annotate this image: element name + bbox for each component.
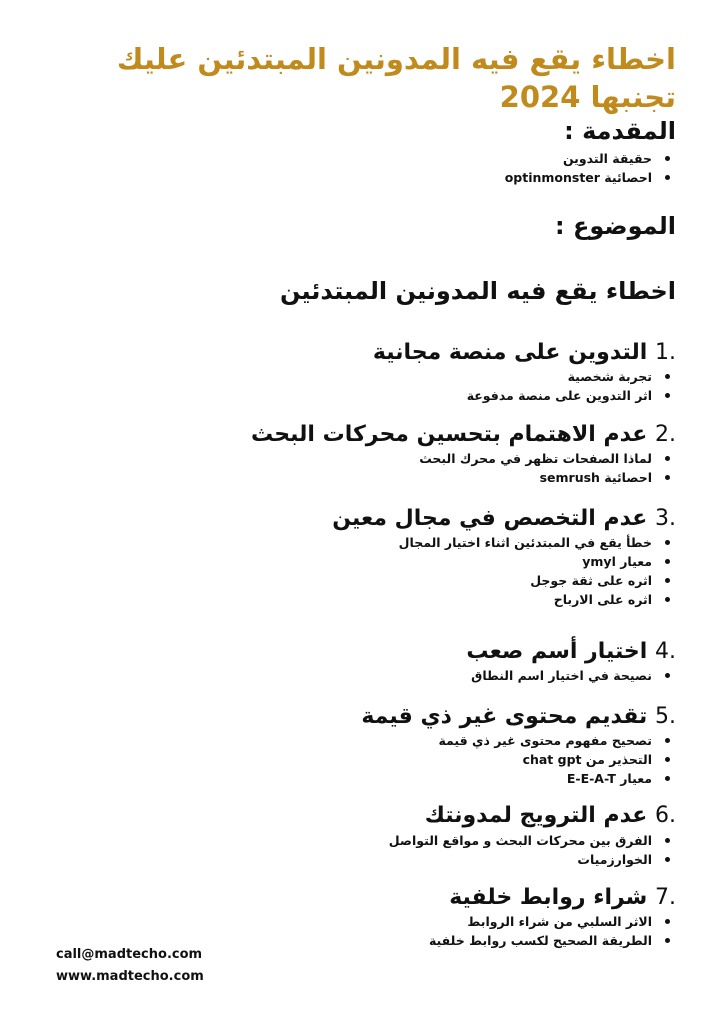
section-number: 7. [655, 885, 676, 910]
list-item: لماذا الصفحات تظهر في محرك البحث [419, 451, 652, 466]
section-number: 5. [655, 704, 676, 729]
section-heading [373, 339, 676, 367]
contact-email[interactable]: call@madtecho.com [56, 947, 203, 962]
section-bullets [429, 912, 676, 950]
list-item: التحذير من chat gpt [438, 750, 652, 769]
intro-heading: المقدمة : [564, 117, 676, 145]
list-item: اثره على الارباح [399, 590, 652, 609]
section-heading [466, 638, 676, 666]
section-title: اختيار أسم صعب [466, 639, 648, 664]
intro-bullets [505, 149, 676, 187]
list-item: احصائية semrush [419, 468, 652, 487]
section-title: عدم التخصص في مجال معين [332, 506, 648, 531]
section-heading [449, 884, 676, 912]
list-item: حقيقة التدوين [505, 149, 652, 168]
page-title: اخطاء يقع فيه المدونين المبتدئين عليك تجنبها 2024 [116, 42, 676, 114]
list-item: نصيحة في اختيار اسم النطاق [471, 668, 652, 683]
list-item: تجربة شخصية [467, 367, 652, 386]
section-number: 4. [655, 639, 676, 664]
section-heading [332, 505, 676, 533]
topic-subheading: اخطاء يقع فيه المدونين المبتدئين [279, 277, 676, 305]
section-title: تقديم محتوى غير ذي قيمة [361, 704, 648, 729]
section-bullets [471, 666, 676, 685]
section-number: 2. [655, 422, 676, 447]
section-bullets [467, 367, 676, 405]
contact-website[interactable]: www.madtecho.com [56, 969, 204, 984]
list-item: تصحيح مفهوم محتوى غير ذي قيمة [438, 733, 652, 748]
list-item: خطأ يقع في المبتدئين اثناء اختيار المجال [398, 535, 652, 550]
section-bullets [419, 449, 676, 487]
list-item: احصائية optinmonster [504, 170, 652, 185]
list-item: معيار E-E-A-T [438, 769, 652, 788]
contact-info [56, 944, 204, 988]
list-item: الطريقة الصحيح لكسب روابط خلفية [428, 933, 652, 948]
topic-heading: الموضوع : [555, 212, 676, 240]
section-bullets [438, 731, 676, 788]
list-item: الاثر السلبي من شراء الروابط [429, 912, 652, 931]
section-heading [251, 421, 676, 449]
section-heading [425, 802, 676, 830]
section-title: عدم الاهتمام بتحسين محركات البحث [251, 422, 648, 447]
section-title: التدوين على منصة مجانية [372, 340, 648, 365]
list-item: اثر التدوين على منصة مدفوعة [466, 388, 652, 403]
section-number: 3. [655, 506, 676, 531]
section-title: عدم الترويج لمدونتك [424, 803, 648, 828]
section-number: 1. [655, 340, 676, 365]
list-item: اثره على ثقة جوجل [399, 571, 652, 590]
list-item: الخوارزميات [389, 850, 652, 869]
list-item: الفرق بين محركات البحث و مواقع التواصل [388, 833, 652, 848]
section-title: شراء روابط خلفية [449, 885, 648, 910]
section-bullets [399, 533, 676, 609]
section-heading [361, 703, 676, 731]
section-bullets [389, 831, 676, 869]
section-number: 6. [655, 803, 676, 828]
list-item: معيار ymyl [399, 552, 652, 571]
